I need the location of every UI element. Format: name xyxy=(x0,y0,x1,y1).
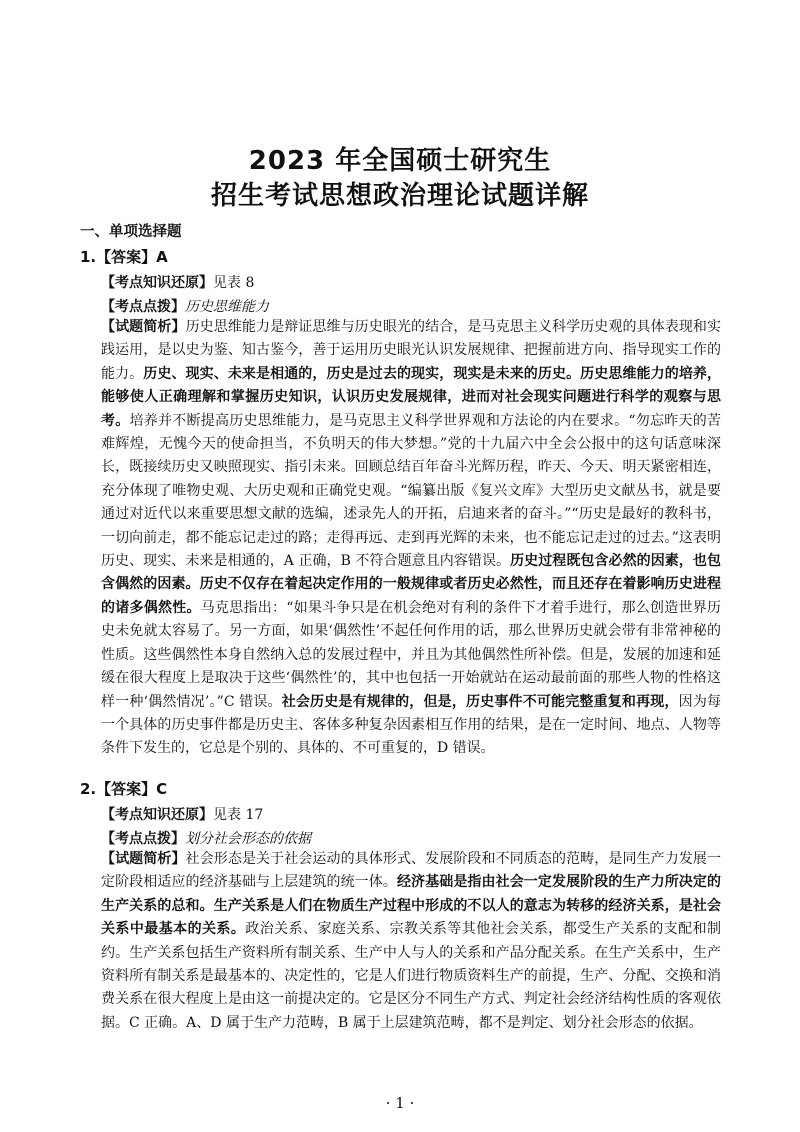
document-title-line-2: 招生考试思想政治理论试题详解 xyxy=(210,181,589,211)
analysis-seg-6: 社会历史是有规律的，但是，历史事件不可能完整重复和再现， xyxy=(281,693,679,710)
document-title-line-1: 2023 年全国硕士研究生 xyxy=(248,146,552,176)
point-value: 历史思维能力 xyxy=(185,299,269,315)
analysis-seg-3: 政治关系、家庭关系、宗教关系等其他社会关系，都受生产关系的支配和制约。生产关系包括生产资料所有制关系、生产中人与人的关系和产品分配关系。在生产关系中，生产资料所有制关系是最基本的、决定性的，它是人们进行物质资料生产的前提，生产、分配、交换和消费关系在很大程度上是由这一前提决定的。它是区分不同生产方式、判定社会经济结构性质的客观依据。C 正确。A、D 属于生产力范畴，B 属于上层建筑范畴，都不是判定、划分社会形态的依据。 xyxy=(101,921,722,1031)
point-label: 【考点点拨】 xyxy=(101,831,185,847)
section-heading: 一、单项选择题 xyxy=(80,224,182,240)
question-1-knowledge xyxy=(101,272,254,292)
analysis-seg-1: 社会形态是关于社会运动的具体形式、发展阶段和不同质态的范畴，是同生产力发展一定阶段相适应的经济基础与上层建筑的统一体。 xyxy=(101,851,722,891)
point-value: 划分社会形态的依据 xyxy=(185,831,311,847)
analysis-seg-3: 培养并不断提高历史思维能力，是马克思主义科学世界观和方法论的内在要求。“勿忘昨天的苦难辉煌，无愧今天的使命担当，不负明天的伟大梦想。”党的十九届六中全会公报中的这句话意味深长，既接续历史又映照现实、指引未来。回顾总结百年奋斗光辉历程，昨天、今天、明天紧密相连，充分体现了唯物史观、大历史观和正确党史观。“编纂出版《复兴文库》大型历史文献丛书，就是要通过对近代以来重要思想文献的选编，述录先人的开拓，启迪来者的奋斗。”“历史是最好的教科书，一切向前走，都不能忘记走过的路；走得再远、走到再光辉的未来，也不能忘记走过的过去。”这表明历史、现实、未来是相通的，A 正确，B 不符合题意且内容错误。 xyxy=(101,412,722,570)
analysis-seg-2: 历史、现实、未来是相通的，历史是过去的现实，现实是未来的历史。历史思维能力的培养，能够使人正确理解和掌握历史知识，认识历史发展规律，进而对社会现实问题进行科学的观察与思考。 xyxy=(101,365,721,429)
question-2-answer: 2.【答案】C xyxy=(80,780,168,798)
analysis-label: 【试题简析】 xyxy=(101,319,186,335)
page-number: · 1 · xyxy=(385,1094,415,1112)
question-1-answer: 1.【答案】A xyxy=(80,248,168,266)
question-1-point xyxy=(101,296,269,316)
analysis-label: 【试题简析】 xyxy=(101,851,186,867)
point-label: 【考点点拨】 xyxy=(101,299,185,315)
analysis-seg-1: 历史思维能力是辩证思维与历史眼光的结合，是马克思主义科学历史观的具体表现和实践运用，是以史为鉴、知古鉴今，善于运用历史眼光认识发展规律、把握前进方向、指导现实工作的能力。 xyxy=(101,319,722,382)
question-2-analysis xyxy=(101,848,721,1035)
knowledge-label: 【考点知识还原】 xyxy=(101,275,213,291)
knowledge-value: 见表 8 xyxy=(213,275,255,291)
analysis-seg-2: 经济基础是指由社会一定发展阶段的生产力所决定的生产关系的总和。生产关系是人们在物质生产过程中形成的不以人的意志为转移的经济关系，是社会关系中最基本的关系。 xyxy=(101,874,721,938)
knowledge-label: 【考点知识还原】 xyxy=(101,807,213,823)
analysis-seg-7: 因为每一个具体的历史事件都是历史主、客体多种复杂因素相互作用的结果，是在一定时间、地点、人物等条件下发生的，它总是个别的、具体的、不可重复的，D 错误。 xyxy=(101,693,722,757)
analysis-seg-4: 历史过程既包含必然的因素，也包含偶然的因素。历史不仅存在着起决定作用的一般规律或者历史必然性，而且还存在着影响历史进程的诸多偶然性。 xyxy=(101,553,721,616)
knowledge-value: 见表 17 xyxy=(213,807,264,823)
analysis-seg-5: 马克思指出：“如果斗争只是在机会绝对有利的条件下才着手进行，那么创造世界历史未免就太容易了。另一方面，如果‘偶然性’不起任何作用的话，那么世界历史就会带有非常神秘的性质。这些偶然性本身自然纳入总的发展过程中，并且为其他偶然性所补偿。但是，发展的加速和延缓在很大程度上是取决于这些‘偶然性’的，其中也包括一开始就站在运动最前面的那些人物的性格这样一种‘偶然情况’。”C 错误。 xyxy=(101,599,721,710)
question-2-point xyxy=(101,828,311,848)
question-2-knowledge xyxy=(101,804,263,824)
question-1-analysis xyxy=(101,316,721,761)
